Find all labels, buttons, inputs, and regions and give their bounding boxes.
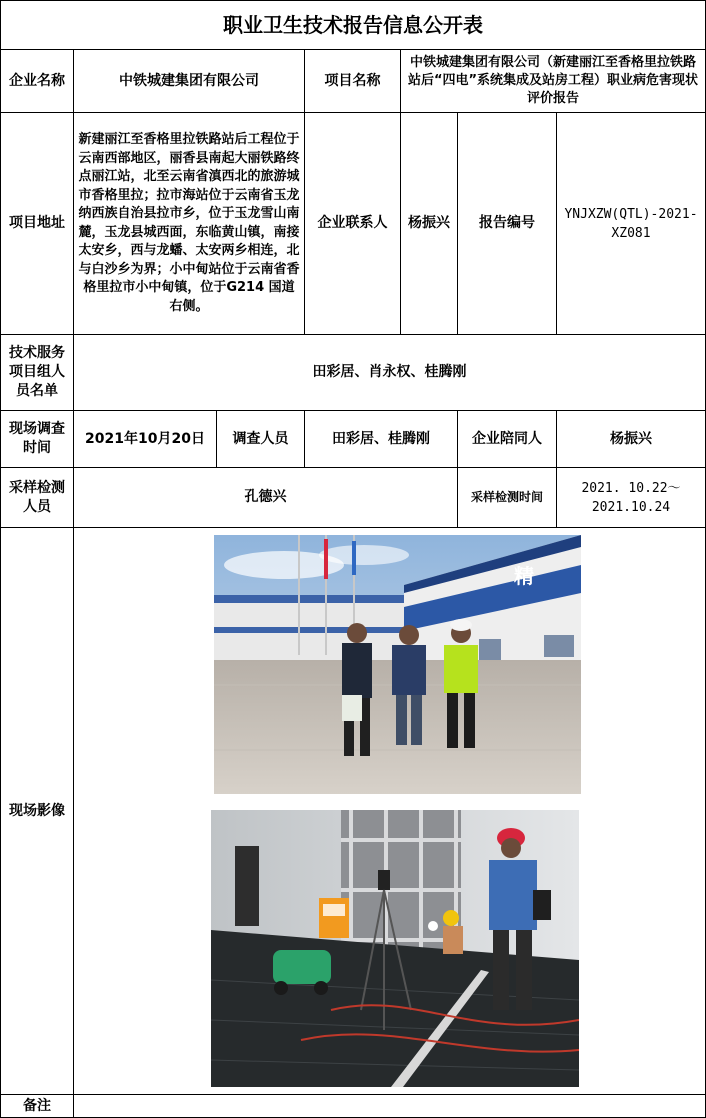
escort-label: 企业陪同人: [458, 411, 557, 468]
investigators-label: 调查人员: [217, 411, 305, 468]
investigators-value: 田彩居、桂腾刚: [305, 411, 458, 468]
project-address-label: 项目地址: [1, 113, 74, 335]
enterprise-contact-value: 杨振兴: [401, 113, 458, 335]
enterprise-name-label: 企业名称: [1, 50, 74, 113]
sampler-value: 孔德兴: [74, 468, 458, 528]
project-address-value: 新建丽江至香格里拉铁路站后工程位于云南西部地区，丽香县南起大丽铁路终点丽江站，北至云南省滇西北的旅游城市香格里拉；拉市海站位于云南省玉龙纳西族自治县拉市乡，位于玉龙雪山南麓，玉龙县城西面，东临黄山镇，南接太安乡，西与龙蟠、太安两乡相连，北与白沙乡为界；小中甸站位于云南省香格里拉市小中甸镇，位于G214 国道右侧。: [74, 113, 305, 335]
escort-value: 杨振兴: [557, 411, 705, 468]
project-name-label: 项目名称: [305, 50, 401, 113]
remarks-label: 备注: [1, 1095, 74, 1117]
enterprise-name-value: 中铁城建集团有限公司: [74, 50, 305, 113]
survey-time-value: 2021年10月20日: [74, 411, 217, 468]
project-name-value: 中铁城建集团有限公司（新建丽江至香格里拉铁路站后“四电”系统集成及站房工程）职业病危害现状评价报告: [401, 50, 705, 113]
report-number-label: 报告编号: [458, 113, 557, 335]
site-photo-group: [214, 535, 581, 794]
sampling-time-label: 采样检测时间: [458, 468, 557, 528]
team-members-value: 田彩居、肖永权、桂腾刚: [74, 335, 705, 411]
site-images-label: 现场影像: [1, 528, 74, 1095]
team-members-label: 技术服务项目组人员名单: [1, 335, 74, 411]
svg-text:精: 精: [514, 564, 534, 588]
sampler-label: 采样检测人员: [1, 468, 74, 528]
table-title: 职业卫生技术报告信息公开表: [1, 1, 705, 50]
survey-time-label: 现场调查时间: [1, 411, 74, 468]
enterprise-contact-label: 企业联系人: [305, 113, 401, 335]
remarks-value: [74, 1095, 705, 1117]
report-number-value: YNJXZW(QTL)-2021-XZ081: [557, 113, 705, 335]
site-photo-welding: [211, 810, 579, 1087]
sampling-time-value: 2021. 10.22～2021.10.24: [557, 468, 705, 528]
